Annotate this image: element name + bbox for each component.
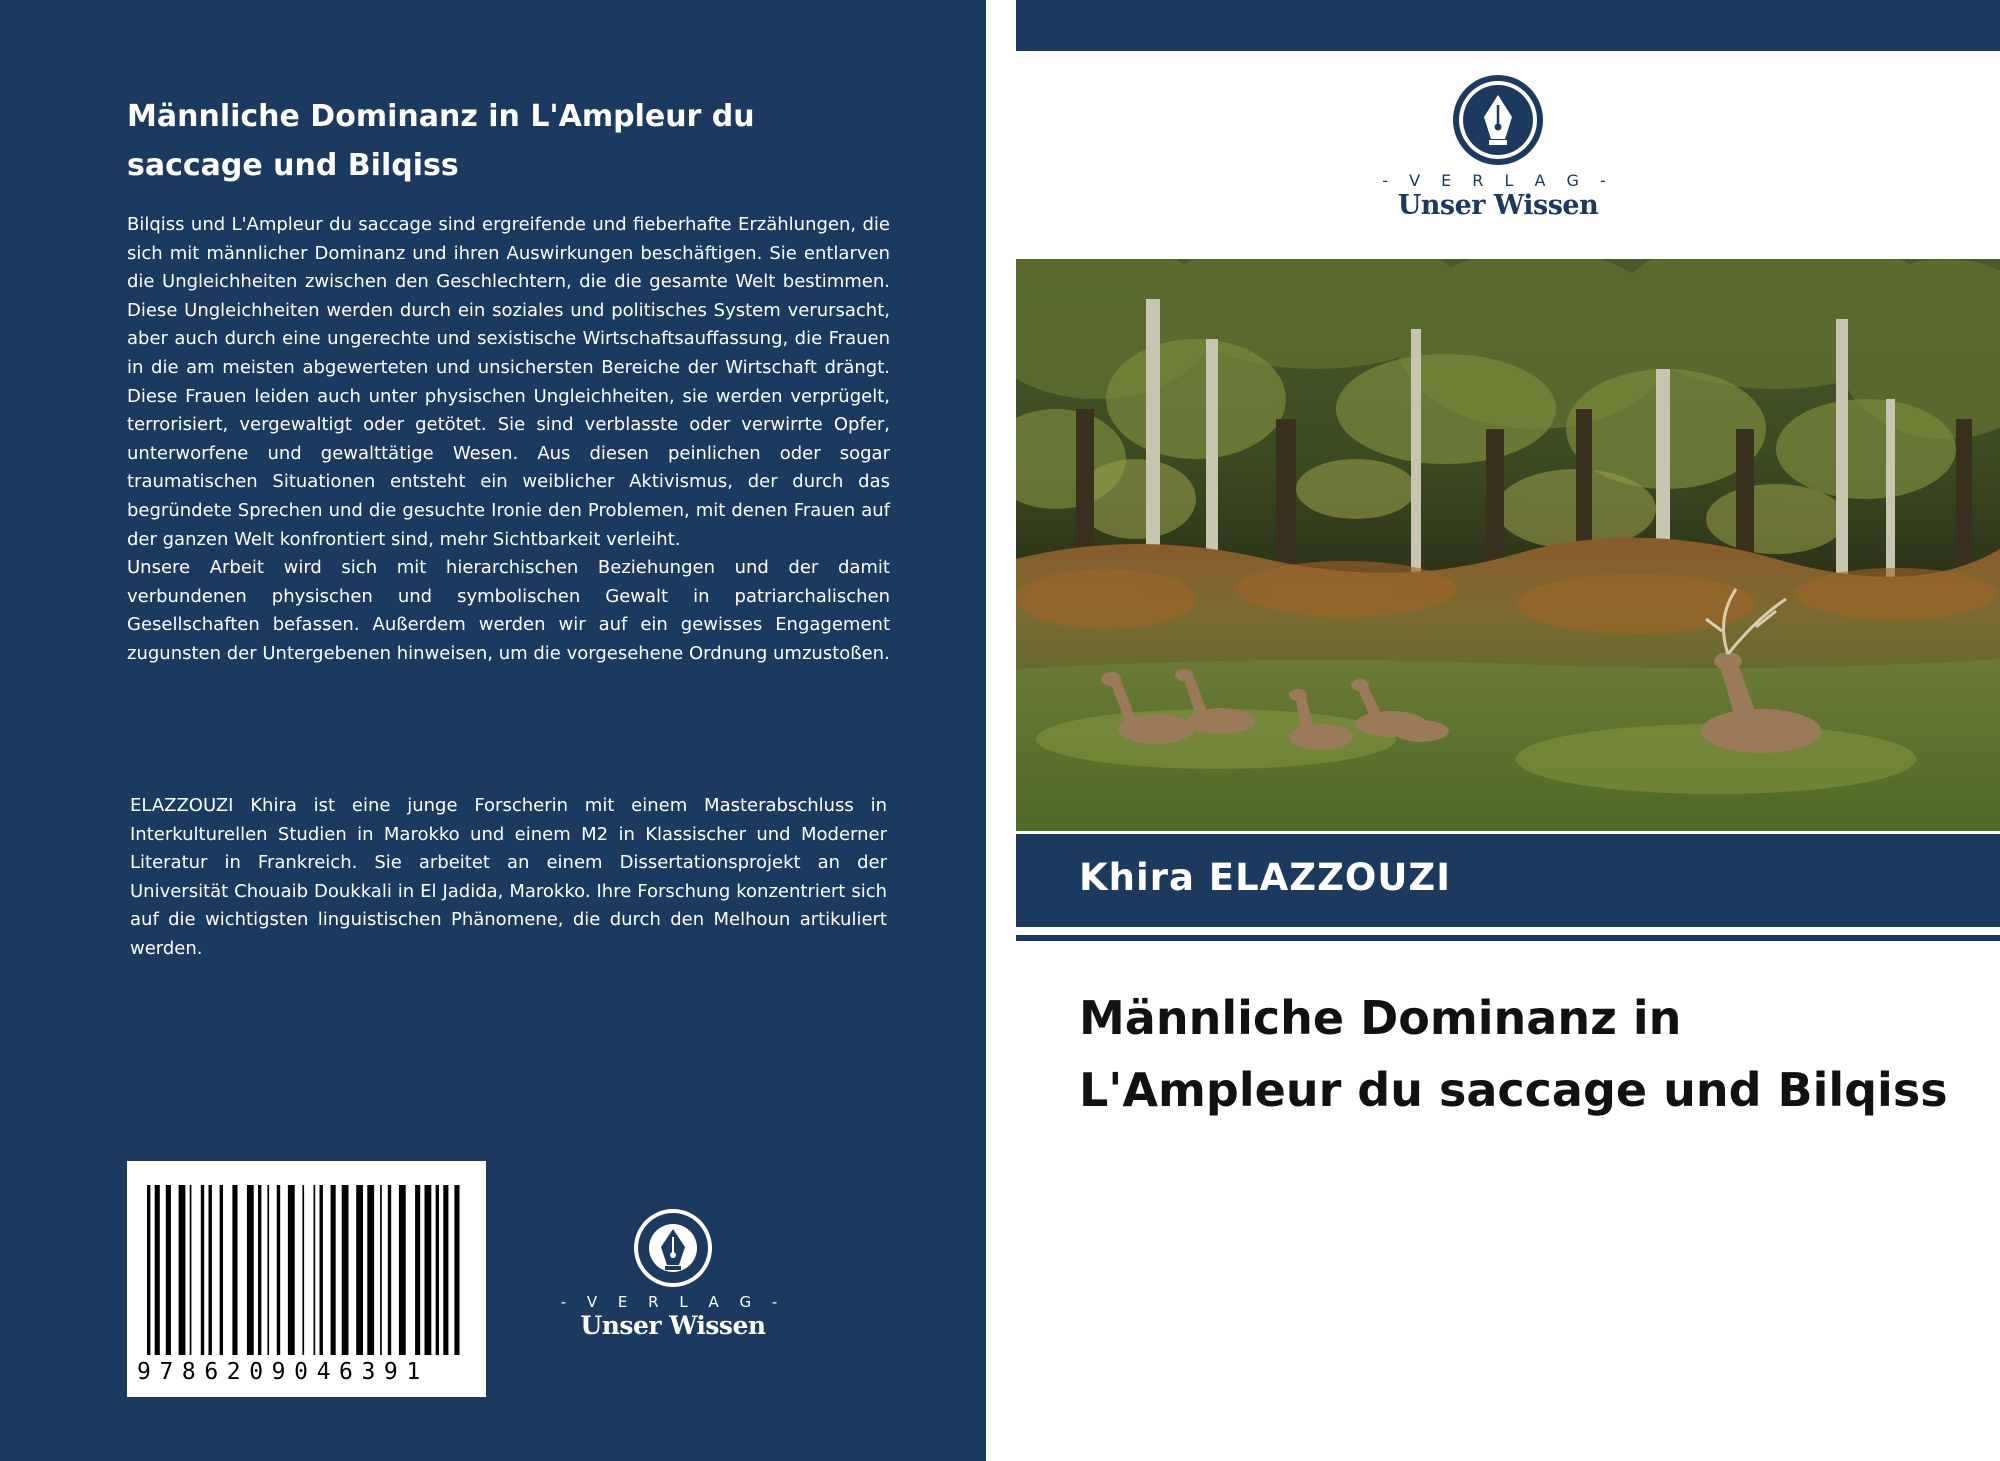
publisher-name-back: Unser Wissen: [580, 1311, 766, 1340]
cover-photo-deer-forest: [1016, 259, 2000, 831]
author-bio: ELAZZOUZI Khira ist eine junge Forscherin mit einem Masterabschluss in Interkulturellen Studien in Marokko und einem M2 in Klassischer und Moderner Literatur in Frankreich. Sie arbeitet an einem Dissertationsprojekt an der Universität Chouaib Doukkali in El Jadida, Marokko. Ihre Forschung konzentriert sich auf die wichtigsten linguistischen Phänomene, die durch den Melhoun artikuliert werden.: [130, 795, 887, 959]
fountain-pen-nib-icon: [632, 1207, 714, 1289]
front-top-bar: [1016, 0, 2000, 51]
isbn-digits: 9786209046391: [137, 1359, 429, 1385]
publisher-logo-front: [1377, 73, 1619, 221]
fountain-pen-nib-icon: [1451, 73, 1545, 167]
barcode-bars: [147, 1185, 467, 1355]
publisher-name-front: Unser Wissen: [1397, 190, 1599, 221]
isbn-barcode: [127, 1161, 486, 1397]
blurb-paragraph-1: Bilqiss und L'Ampleur du saccage sind ergreifende und fieberhafte Erzählungen, die sich mit männlicher Dominanz und ihren Auswirkungen beschäftigen. Sie entlarven die Ungleichheiten zwischen den Geschlechtern, die die gesamte Welt bestimmen. Diese Ungleichheiten werden durch ein soziales und politisches System verursacht, aber auch durch eine ungerechte und sexistische Wirtschaftsauffassung, die Frauen in die am meisten abgewerteten und unsichersten Bereiche der Wirtschaft drängt. Diese Frauen leiden auch unter physischen Ungleichheiten, sie werden verprügelt, terrorisiert, vergewaltigt oder getötet. Sie sind verblasste oder verwirrte Opfer, unterworfene und gewalttätige Wesen. Aus diesen peinlichen oder sogar traumatischen Situationen entsteht ein weiblicher Aktivismus, der durch das begründete Sprechen und die gesuchte Ironie den Problemen, mit denen Frauen auf der ganzen Welt konfrontiert sind, mehr Sichtbarkeit verleiht.: [127, 214, 890, 550]
blurb-paragraph-2: Unsere Arbeit wird sich mit hierarchischen Beziehungen und der damit verbundenen physischen und symbolischen Gewalt in patriarchalischen Gesellschaften befassen. Außerdem werden wir auf ein gewisses Engagement zugunsten der Untergebenen hinweisen, um die vorgesehene Ordnung umzustoßen.: [127, 557, 890, 664]
back-cover: [0, 0, 986, 1461]
verlag-label-back: - V E R L A G -: [560, 1293, 786, 1311]
author-band: [1016, 834, 2000, 927]
author-name: Khira ELAZZOUZI: [1079, 856, 1452, 899]
back-cover-title: Männliche Dominanz in L'Ampleur du saccage und Bilqiss: [127, 99, 755, 183]
front-cover-title: Männliche Dominanz in L'Ampleur du saccage und Bilqiss: [1079, 991, 1948, 1117]
front-divider-line: [1016, 935, 2000, 941]
deer-forest-illustration: [1016, 259, 2000, 831]
blurb: [127, 211, 890, 669]
verlag-label-front: - V E R L A G -: [1382, 171, 1614, 190]
publisher-logo-back: [560, 1207, 786, 1340]
